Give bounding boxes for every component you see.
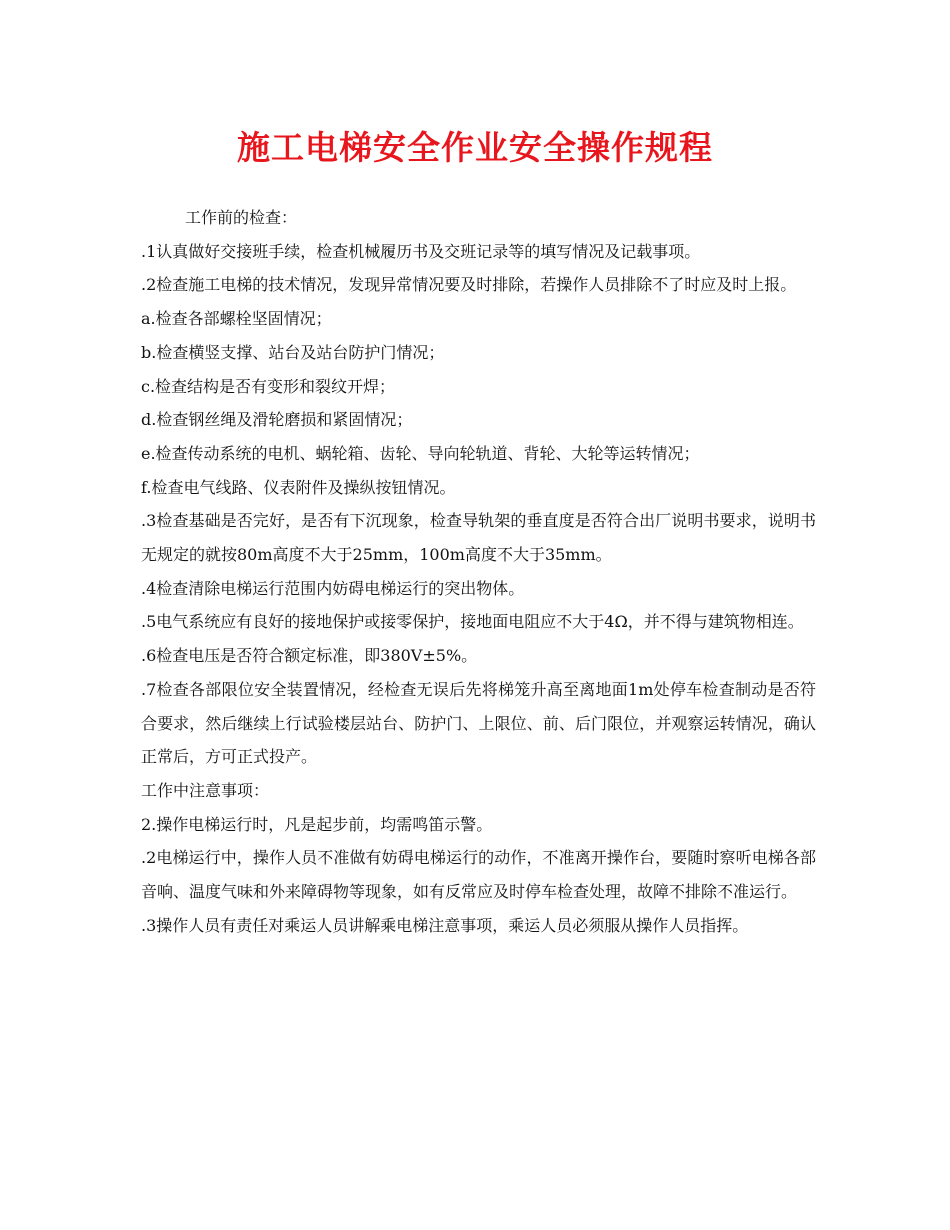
paragraph-1-1: .1认真做好交接班手续，检查机械履历书及交班记录等的填写情况及记载事项。 (141, 241, 701, 261)
paragraph-1-7: .7检查各部限位安全装置情况，经检查无误后先将梯笼升高至离地面1m处停车检查制动是否符合要求，然后继续上行试验楼层站台、防护门、上限位、前、后门限位，并观察运转情况，确认正常后，方可正式投产。 (141, 679, 816, 767)
paragraph-2-3: .3操作人员有责任对乘运人员讲解乘电梯注意事项，乘运人员必须服从操作人员指挥。 (141, 915, 749, 935)
section-heading-during-work: 工作中注意事项： (141, 780, 270, 800)
paragraph-2-2: .2电梯运行中，操作人员不准做有妨碍电梯运行的动作，不准离开操作台，要随时察听电梯各部音响、温度气味和外来障碍物等现象，如有反常应及时停车检查处理，故障不排除不准运行。 (141, 848, 816, 902)
paragraph-2-1: 2.操作电梯运行时，凡是起步前，均需鸣笛示警。 (141, 814, 493, 834)
paragraph-item-c: c.检查结构是否有变形和裂纹开焊； (141, 376, 396, 396)
paragraph-1-5: .5电气系统应有良好的接地保护或接零保护，接地面电阻应不大于4Ω，并不得与建筑物相连。 (141, 612, 804, 632)
paragraph-item-e: e.检查传动系统的电机、蜗轮箱、齿轮、导向轮轨道、背轮、大轮等运转情况； (141, 443, 700, 463)
document-title: 施工电梯安全作业安全操作规程 (237, 128, 713, 167)
section-heading-pre-work: 工作前的检查： (185, 208, 298, 227)
paragraph-1-4: .4检查清除电梯运行范围内妨碍电梯运行的突出物体。 (141, 578, 525, 598)
paragraph-item-a: a.检查各部螺栓坚固情况； (141, 309, 332, 329)
document-body (141, 201, 816, 942)
paragraph-1-6: .6检查电压是否符合额定标准，即380V±5%。 (141, 646, 478, 666)
paragraph-1-3: .3检查基础是否完好，是否有下沉现象，检查导轨架的垂直度是否符合出厂说明书要求，说明书无规定的就按80m高度不大于25mm，100m高度不大于35mm。 (141, 511, 816, 565)
paragraph-item-b: b.检查横竖支撑、站台及站台防护门情况； (141, 342, 445, 362)
paragraph-item-d: d.检查钢丝绳及滑轮磨损和紧固情况； (141, 410, 413, 430)
paragraph-1-2: .2检查施工电梯的技术情况，发现异常情况要及时排除，若操作人员排除不了时应及时上报。 (141, 275, 797, 295)
paragraph-item-f: f.检查电气线路、仪表附件及操纵按钮情况。 (141, 477, 456, 497)
